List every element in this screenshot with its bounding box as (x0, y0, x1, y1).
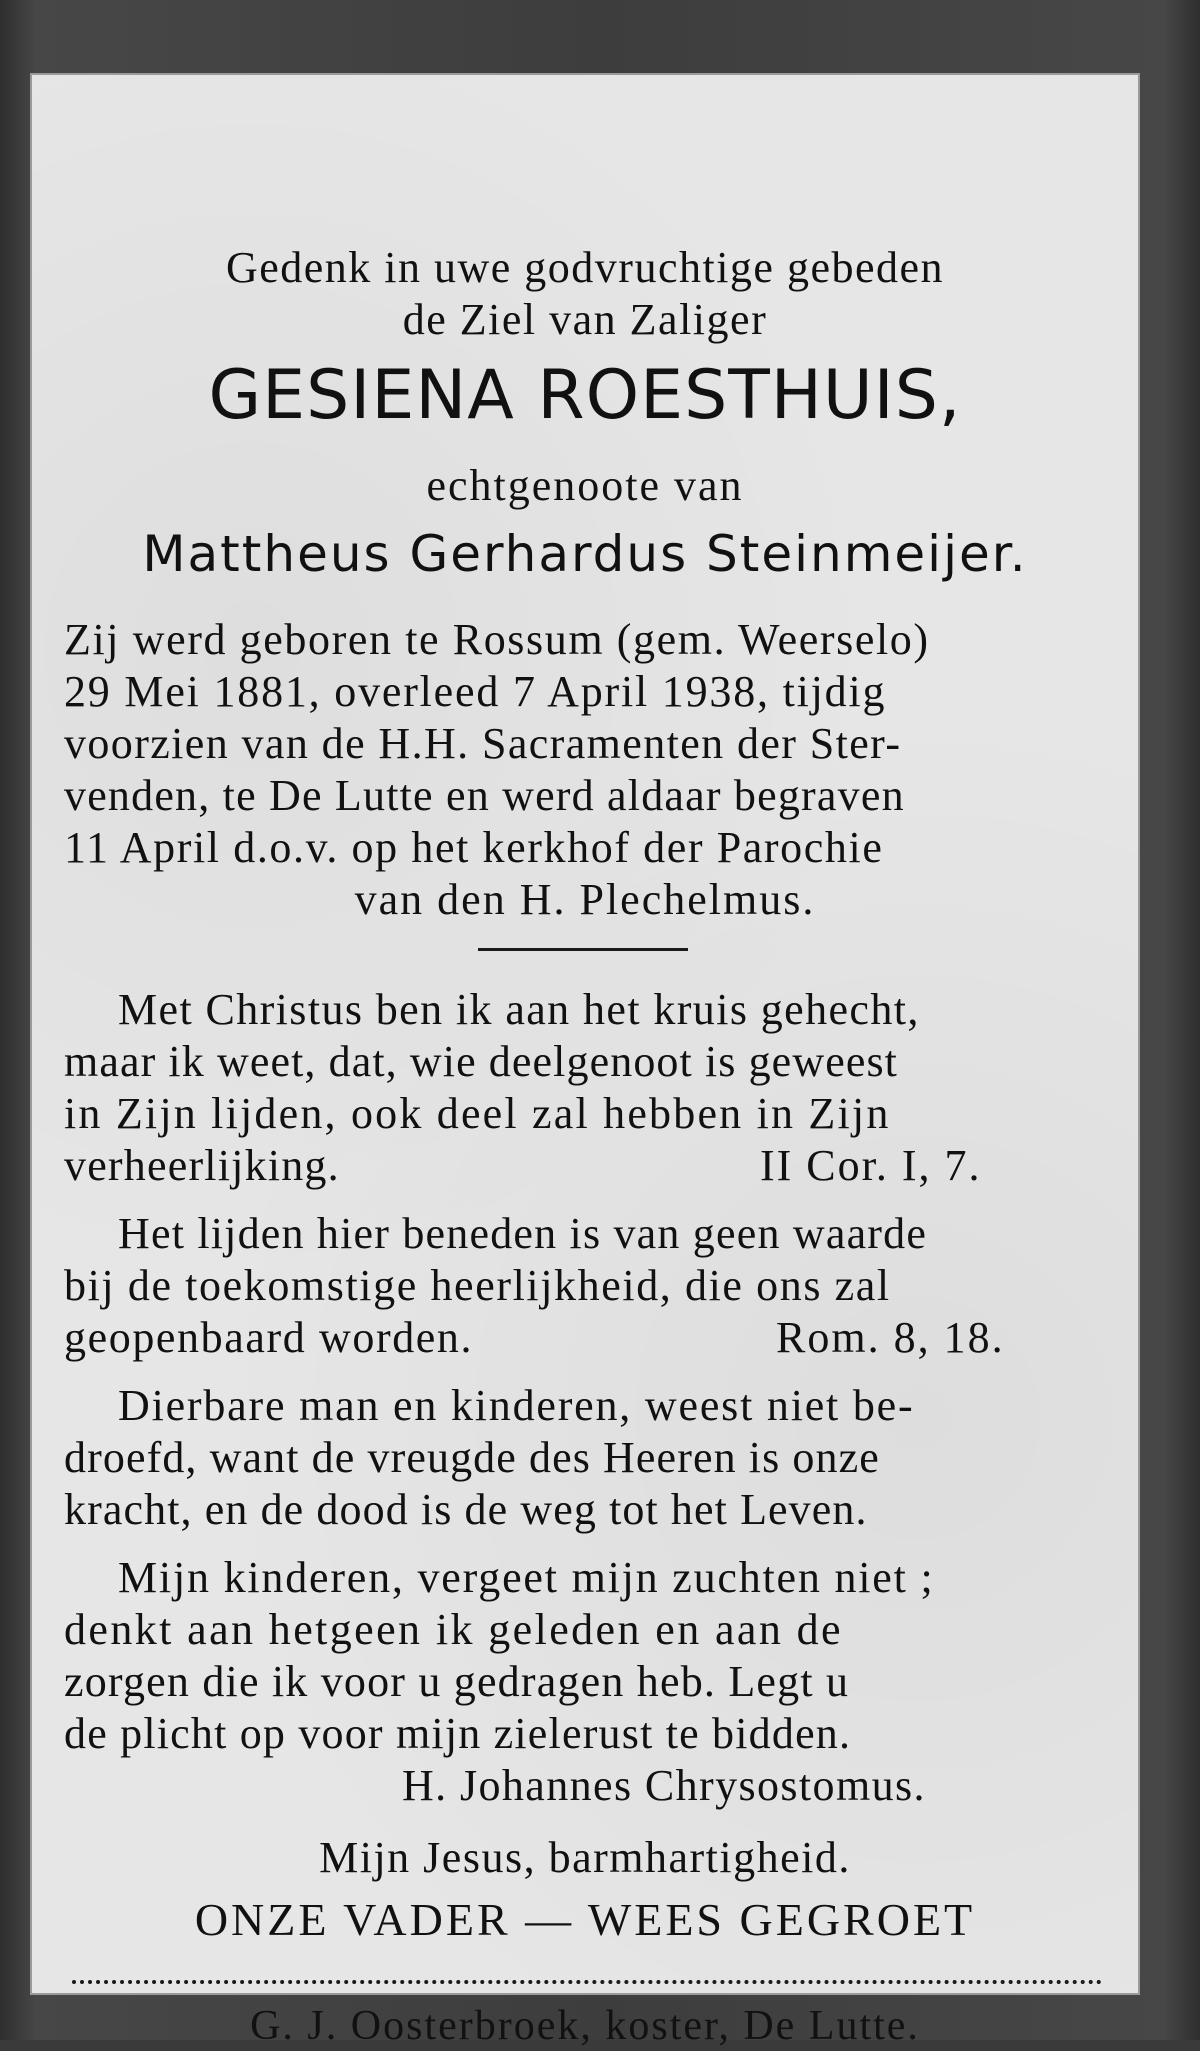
quote-line: bij de toekomstige heerlijkheid, die ons zal (64, 1261, 891, 1310)
spouse-intro: echtgenoote van (426, 461, 744, 510)
biography-line: 11 April d.o.v. op het kerkhof der Parochie (64, 823, 884, 872)
quote-line: Het lijden hier beneden is van geen waarde (118, 1209, 928, 1258)
dotted-divider (72, 1980, 1102, 1984)
biography-line: 29 Mei 1881, overleed 7 April 1938, tijdig (64, 667, 887, 716)
memorial-prayer-card (30, 73, 1140, 2049)
quote-line: verheerlijking. (64, 1141, 340, 1190)
quote-line: in Zijn lijden, ook deel zal hebben in Zijn (64, 1089, 891, 1138)
quote-line: denkt aan hetgeen ik geleden en aan de (64, 1605, 843, 1654)
quote-reference: II Cor. I, 7. (760, 1141, 982, 1190)
biography-line: Zij werd geboren te Rossum (gem. Weerselo) (64, 615, 930, 664)
quote-line: maar ik weet, dat, wie deelgenoot is geweest (64, 1037, 898, 1086)
quote-line: de plicht op voor mijn zielerust te bidden. (64, 1709, 852, 1758)
biography-line: voorzien van de H.H. Sacramenten der Ster- (64, 719, 902, 768)
quote-line: zorgen die ik voor u gedragen heb. Legt u (64, 1657, 850, 1706)
quote-line: droefd, want de vreugde des Heeren is onze (64, 1433, 880, 1482)
biography-line: van den H. Plechelmus. (354, 875, 816, 924)
deceased-name: GESIENA ROESTHUIS, (208, 356, 962, 435)
intro-line-2: de Ziel van Zaliger (402, 295, 768, 344)
quote-reference: Rom. 8, 18. (776, 1313, 1005, 1362)
prayer-names: ONZE VADER — WEES GEGROET (194, 1894, 976, 1945)
quote-line: Dierbare man en kinderen, weest niet be- (118, 1381, 915, 1430)
quote-line: kracht, en de dood is de weg tot het Leven. (64, 1485, 868, 1534)
spouse-name: Mattheus Gerhardus Steinmeijer. (142, 525, 1028, 583)
intro-line-1: Gedenk in uwe godvruchtige gebeden (225, 243, 945, 292)
divider (478, 948, 688, 951)
biography-line: venden, te De Lutte en werd aldaar begraven (64, 771, 905, 820)
invocation: Mijn Jesus, barmhartigheid. (319, 1833, 851, 1882)
quote-attribution: H. Johannes Chrysostomus. (402, 1761, 926, 1810)
printer-credit: G. J. Oosterbroek, koster, De Lutte. (250, 2003, 920, 2049)
quote-line: geopenbaard worden. (64, 1313, 474, 1362)
quote-line: Met Christus ben ik aan het kruis gehecht, (118, 985, 920, 1034)
quote-line: Mijn kinderen, vergeet mijn zuchten niet ; (118, 1553, 935, 1602)
